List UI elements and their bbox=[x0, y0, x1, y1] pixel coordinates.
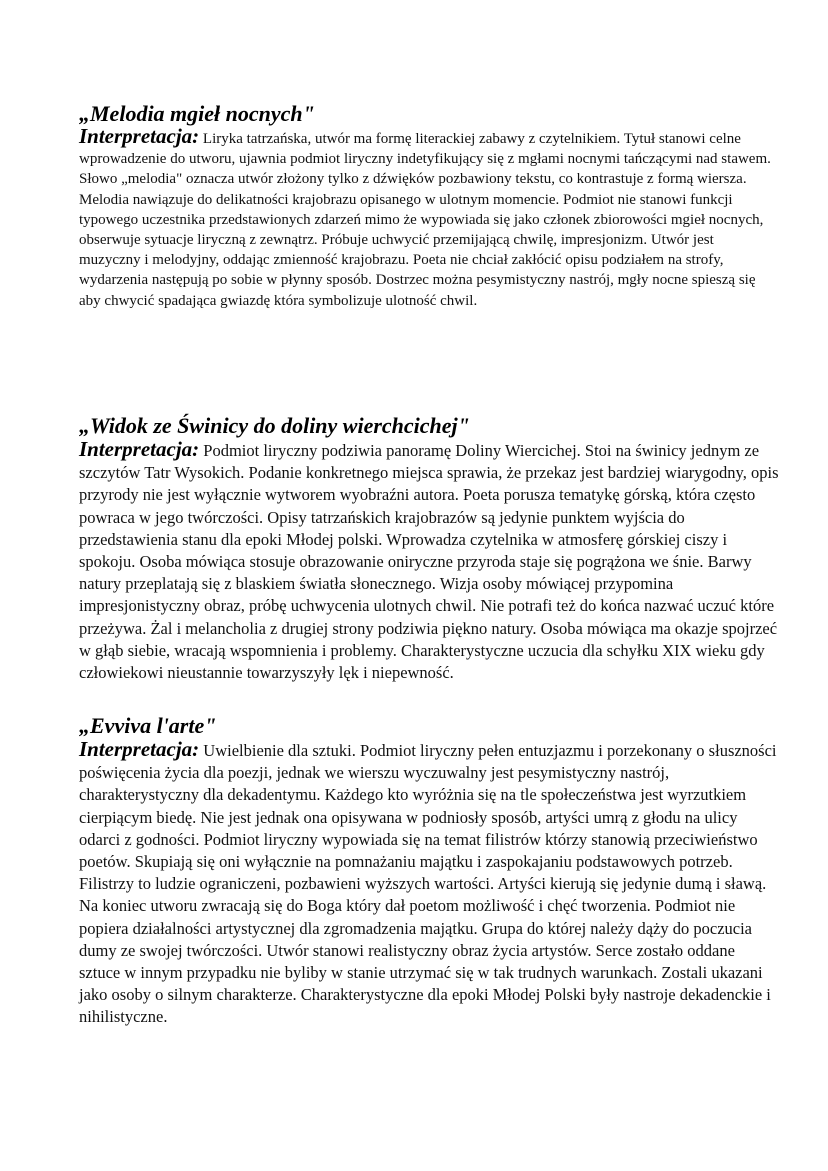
section-body bbox=[79, 126, 779, 311]
section-evviva-larte bbox=[79, 714, 779, 1029]
section-title: „Evviva l'arte" bbox=[79, 713, 217, 738]
section-body bbox=[79, 438, 779, 684]
interpretation-label: Interpretacja: bbox=[79, 124, 200, 148]
section-title: „Widok ze Świnicy do doliny wierchcichej" bbox=[79, 413, 470, 438]
section-widok-ze-swinicy bbox=[79, 414, 779, 684]
interpretation-label: Interpretacja: bbox=[79, 437, 200, 461]
section-body bbox=[79, 738, 779, 1029]
interpretation-text: Liryka tatrzańska, utwór ma formę literackiej zabawy z czytelnikiem. Tytuł stanowi celne wprowadzenie do utworu, ujawnia podmiot liryczny indetyfikujący się z mgłami nocnymi tańczącymi nad stawem. Słowo „melodia" oznacza utwór złożony tylko z dźwięków pozbawiony tekstu, co kontrastuje z formą wiersza. Melodia nawiązuje do delikatności krajobrazu opisanego w ulotnym momencie. Podmiot nie stanowi funkcji typowego uczestnika przedstawionych zdarzeń mimo że wypowiada się jako członek zbiorowości mgieł nocnych, obserwuje sytuacje liryczną z zewnątrz. Próbuje uchwycić przemijającą chwilę, impresjonizm. Utwór jest muzyczny i melodyjny, oddając zmienność krajobrazu. Poeta nie chciał zakłócić opisu podziałem na strofy, wydarzenia następują po sobie w płynny sposób. Dostrzec można pesymistyczny nastrój, mgły nocne spieszą się aby chwycić spadająca gwiazdę która symbolizuje ulotność chwil. bbox=[79, 131, 771, 309]
interpretation-label: Interpretacja: bbox=[79, 737, 200, 761]
section-title: „Melodia mgieł nocnych" bbox=[79, 101, 315, 126]
interpretation-text: Podmiot liryczny podziwia panoramę Doliny Wiercichej. Stoi na świnicy jednym ze szczytów Tatr Wysokich. Podanie konkretnego miejsca sprawia, że przekaz jest bardziej wiarygodny, opis przyrody nie jest wyłącznie wytworem wyobraźni autora. Poeta porusza tematykę górską, która często powraca w jego twórczości. Opisy tatrzańskich krajobrazów są jedynie punktem wyjścia do przedstawienia stanu dla epoki Młodej polski. Wprowadza czytelnika w atmosferę górskiej ciszy i spokoju. Osoba mówiąca stosuje obrazowanie oniryczne przyroda staje się pogrążona we śnie. Barwy natury przeplatają się z blaskiem światła słonecznego. Wizja osoby mówiącej przypomina impresjonistyczny obraz, próbę uchwycenia ulotnych chwil. Nie potrafi też do końca nazwać uczuć które przeżywa. Żal i melancholia z drugiej strony podziwia piękno natury. Osoba mówiąca ma okazje spojrzeć w głąb siebie, wracają wspomnienia i problemy. Charakterystyczne uczucia dla schyłku XIX wieku gdy człowiekowi nieustannie towarzyszyły lęk i niepewność. bbox=[79, 441, 779, 683]
section-melodia-mgiel-nocnych bbox=[79, 102, 779, 311]
interpretation-text: Uwielbienie dla sztuki. Podmiot liryczny pełen entuzjazmu i porzekonany o słuszności poświęcenia życia dla poezji, jednak we wierszu wyczuwalny jest pesymistyczny nastrój, charakterystyczny dla dekadentymu. Każdego kto wyróżnia się na tle społeczeństwa jest wyrzutkiem cierpiącym biedę. Nie jest jednak ona opisywana w podniosły sposób, artyści umrą z głodu na ulicy odarci z godności. Podmiot liryczny wypowiada się na temat filistrów którzy stanowią przeciwieństwo poetów. Skupiają się oni wyłącznie na pomnażaniu majątku i zaspokajaniu podstawowych potrzeb. Filistrzy to ludzie ograniczeni, pozbawieni wyższych wartości. Artyści kierują się jedynie dumą i sławą. Na koniec utworu zwracają się do Boga który dał poetom możliwość i chęć tworzenia. Podmiot nie popiera działalności artystycznej dla zgromadzenia majątku. Grupa do której należy dąży do poczucia dumy ze swojej twórczości. Utwór stanowi realistyczny obraz życia artystów. Serce zostało oddane sztuce w innym przypadku nie byliby w stanie utrzymać się w tak trudnych warunkach. Zostali ukazani jako osoby o silnym charakterze. Charakterystyczne dla epoki Młodej Polski były nastroje dekadenckie i nihilistyczne. bbox=[79, 741, 777, 1027]
